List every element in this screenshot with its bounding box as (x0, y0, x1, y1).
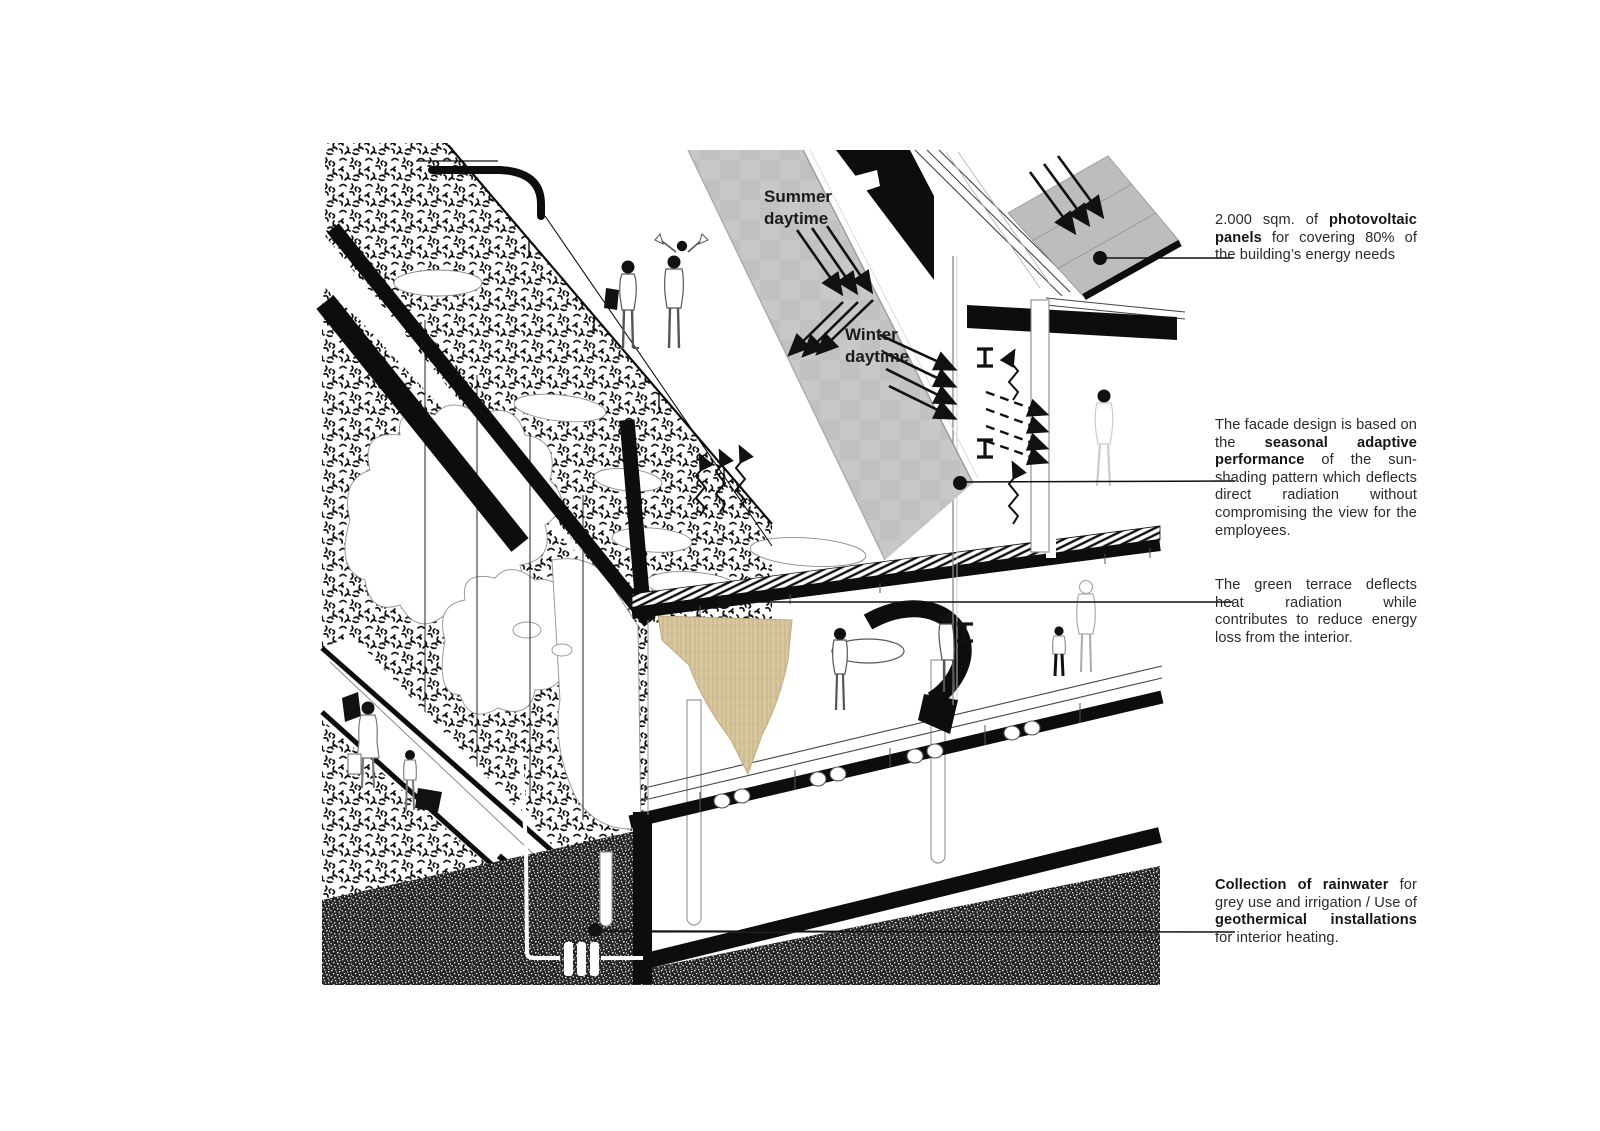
annotation-text: of the sun-shading pattern which deflects direct radiation without compromising the view for the employees. (1215, 452, 1417, 539)
annotation-bold: seasonal adaptive performance (1215, 434, 1417, 469)
annotation-text: for grey use and irrigation / Use of (1215, 877, 1417, 911)
family-adult (1077, 581, 1096, 673)
annotation-facade (1215, 417, 1417, 540)
annotation-terrace (1215, 577, 1417, 647)
winter-daytime-label: Winter daytime (845, 325, 910, 366)
annotation-text: for covering 80% of the building’s energy needs (1215, 229, 1417, 264)
handbag-icon (604, 288, 619, 310)
interior-person-standing (833, 628, 848, 710)
facade-person (1095, 390, 1113, 487)
summer-daytime-label: Summer daytime (764, 187, 833, 228)
annotation-rainwater (1215, 877, 1417, 947)
annotation-text: The green terrace deflects heat radiation while contributes to reduce energy loss from the interior. (1215, 577, 1417, 646)
interior-curtain (658, 616, 792, 774)
photovoltaic-panel (1008, 156, 1180, 297)
family-child (1053, 626, 1066, 676)
annotation-text: for interior heating. (1215, 929, 1339, 946)
excavated-ground-right (650, 835, 1160, 985)
annotation-text: 2.000 sqm. of (1215, 212, 1330, 228)
annotation-photovoltaic (1215, 212, 1417, 265)
annotation-bold: photovoltaic panels (1215, 212, 1417, 246)
annotation-bold: Collection of rainwater (1215, 877, 1389, 893)
annotation-text: The facade design is based on the (1215, 417, 1417, 451)
leader-facade (953, 476, 1235, 490)
pedestrian-man-child (655, 234, 708, 348)
geothermal-radiator-icon (564, 942, 599, 976)
roof-beam (967, 305, 1177, 340)
annotation-bold: geothermical installations (1215, 912, 1417, 929)
